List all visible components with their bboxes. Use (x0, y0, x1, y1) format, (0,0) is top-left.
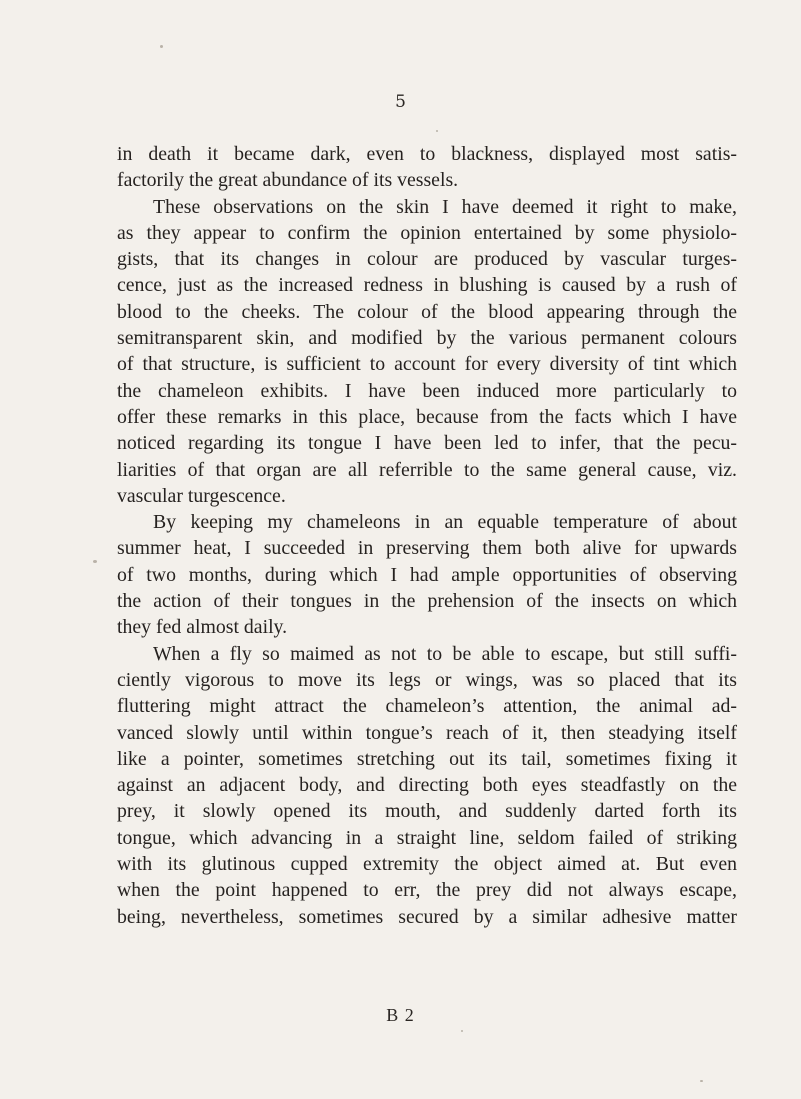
text-line: tongue, which advancing in a straight line, seldom failed of striking (117, 826, 737, 849)
paper-speck (700, 1080, 703, 1082)
body-text (117, 141, 737, 930)
text-line: summer heat, I succeeded in preserving them both alive for upwards (117, 537, 737, 560)
text-line: when the point happened to err, the prey did not always escape, (117, 879, 737, 902)
text-line: fluttering might attract the chameleon’s attention, the animal ad- (117, 695, 737, 718)
text-line: factorily the great abundance of its vessels. (117, 169, 459, 192)
signature-mark: B 2 (386, 1005, 415, 1025)
text-line: gists, that its changes in colour are produced by vascular turges- (117, 248, 737, 271)
page-number: 5 (395, 92, 406, 112)
text-line: noticed regarding its tongue I have been led to infer, that the pecu- (117, 432, 737, 455)
text-line: like a pointer, sometimes stretching out its tail, sometimes fixing it (117, 747, 737, 770)
text-line: the action of their tongues in the prehension of the insects on which (117, 590, 737, 613)
text-line: ciently vigorous to move its legs or wings, was so placed that its (117, 668, 737, 691)
text-line: cence, just as the increased redness in blushing is caused by a rush of (117, 274, 737, 297)
text-line: being, nevertheless, sometimes secured by a similar adhesive matter (117, 905, 737, 928)
text-line: they fed almost daily. (117, 616, 288, 639)
paper-speck (93, 560, 97, 563)
text-line: blood to the cheeks. The colour of the blood appearing through the (117, 300, 737, 323)
text-line: in death it became dark, even to blackness, displayed most satis- (117, 143, 737, 165)
text-line: with its glutinous cupped extremity the object aimed at. But even (117, 853, 737, 876)
paper-speck (160, 45, 163, 48)
text-line: These observations on the skin I have deemed it right to make, (153, 195, 737, 218)
text-line: offer these remarks in this place, because from the facts which I have (117, 405, 737, 428)
text-line: By keeping my chameleons in an equable temperature of about (153, 511, 737, 534)
paper-speck (436, 130, 438, 132)
text-line: of that structure, is sufficient to account for every diversity of tint which (117, 353, 737, 376)
text-line: against an adjacent body, and directing both eyes steadfastly on the (117, 774, 737, 797)
text-line: vascular turgescence. (117, 484, 286, 507)
text-line: prey, it slowly opened its mouth, and suddenly darted forth its (117, 800, 737, 823)
text-line: When a fly so maimed as not to be able to escape, but still suffi- (153, 642, 737, 665)
text-line: as they appear to confirm the opinion entertained by some physiolo- (117, 221, 737, 244)
paper-speck (461, 1030, 463, 1032)
text-line: of two months, during which I had ample opportunities of observing (117, 563, 737, 586)
text-line: vanced slowly until within tongue’s reach of it, then steadying itself (117, 721, 737, 744)
text-line: the chameleon exhibits. I have been induced more particularly to (117, 379, 737, 402)
text-line: semitransparent skin, and modified by the various permanent colours (117, 327, 737, 350)
text-line: liarities of that organ are all referrible to the same general cause, viz. (117, 458, 737, 481)
